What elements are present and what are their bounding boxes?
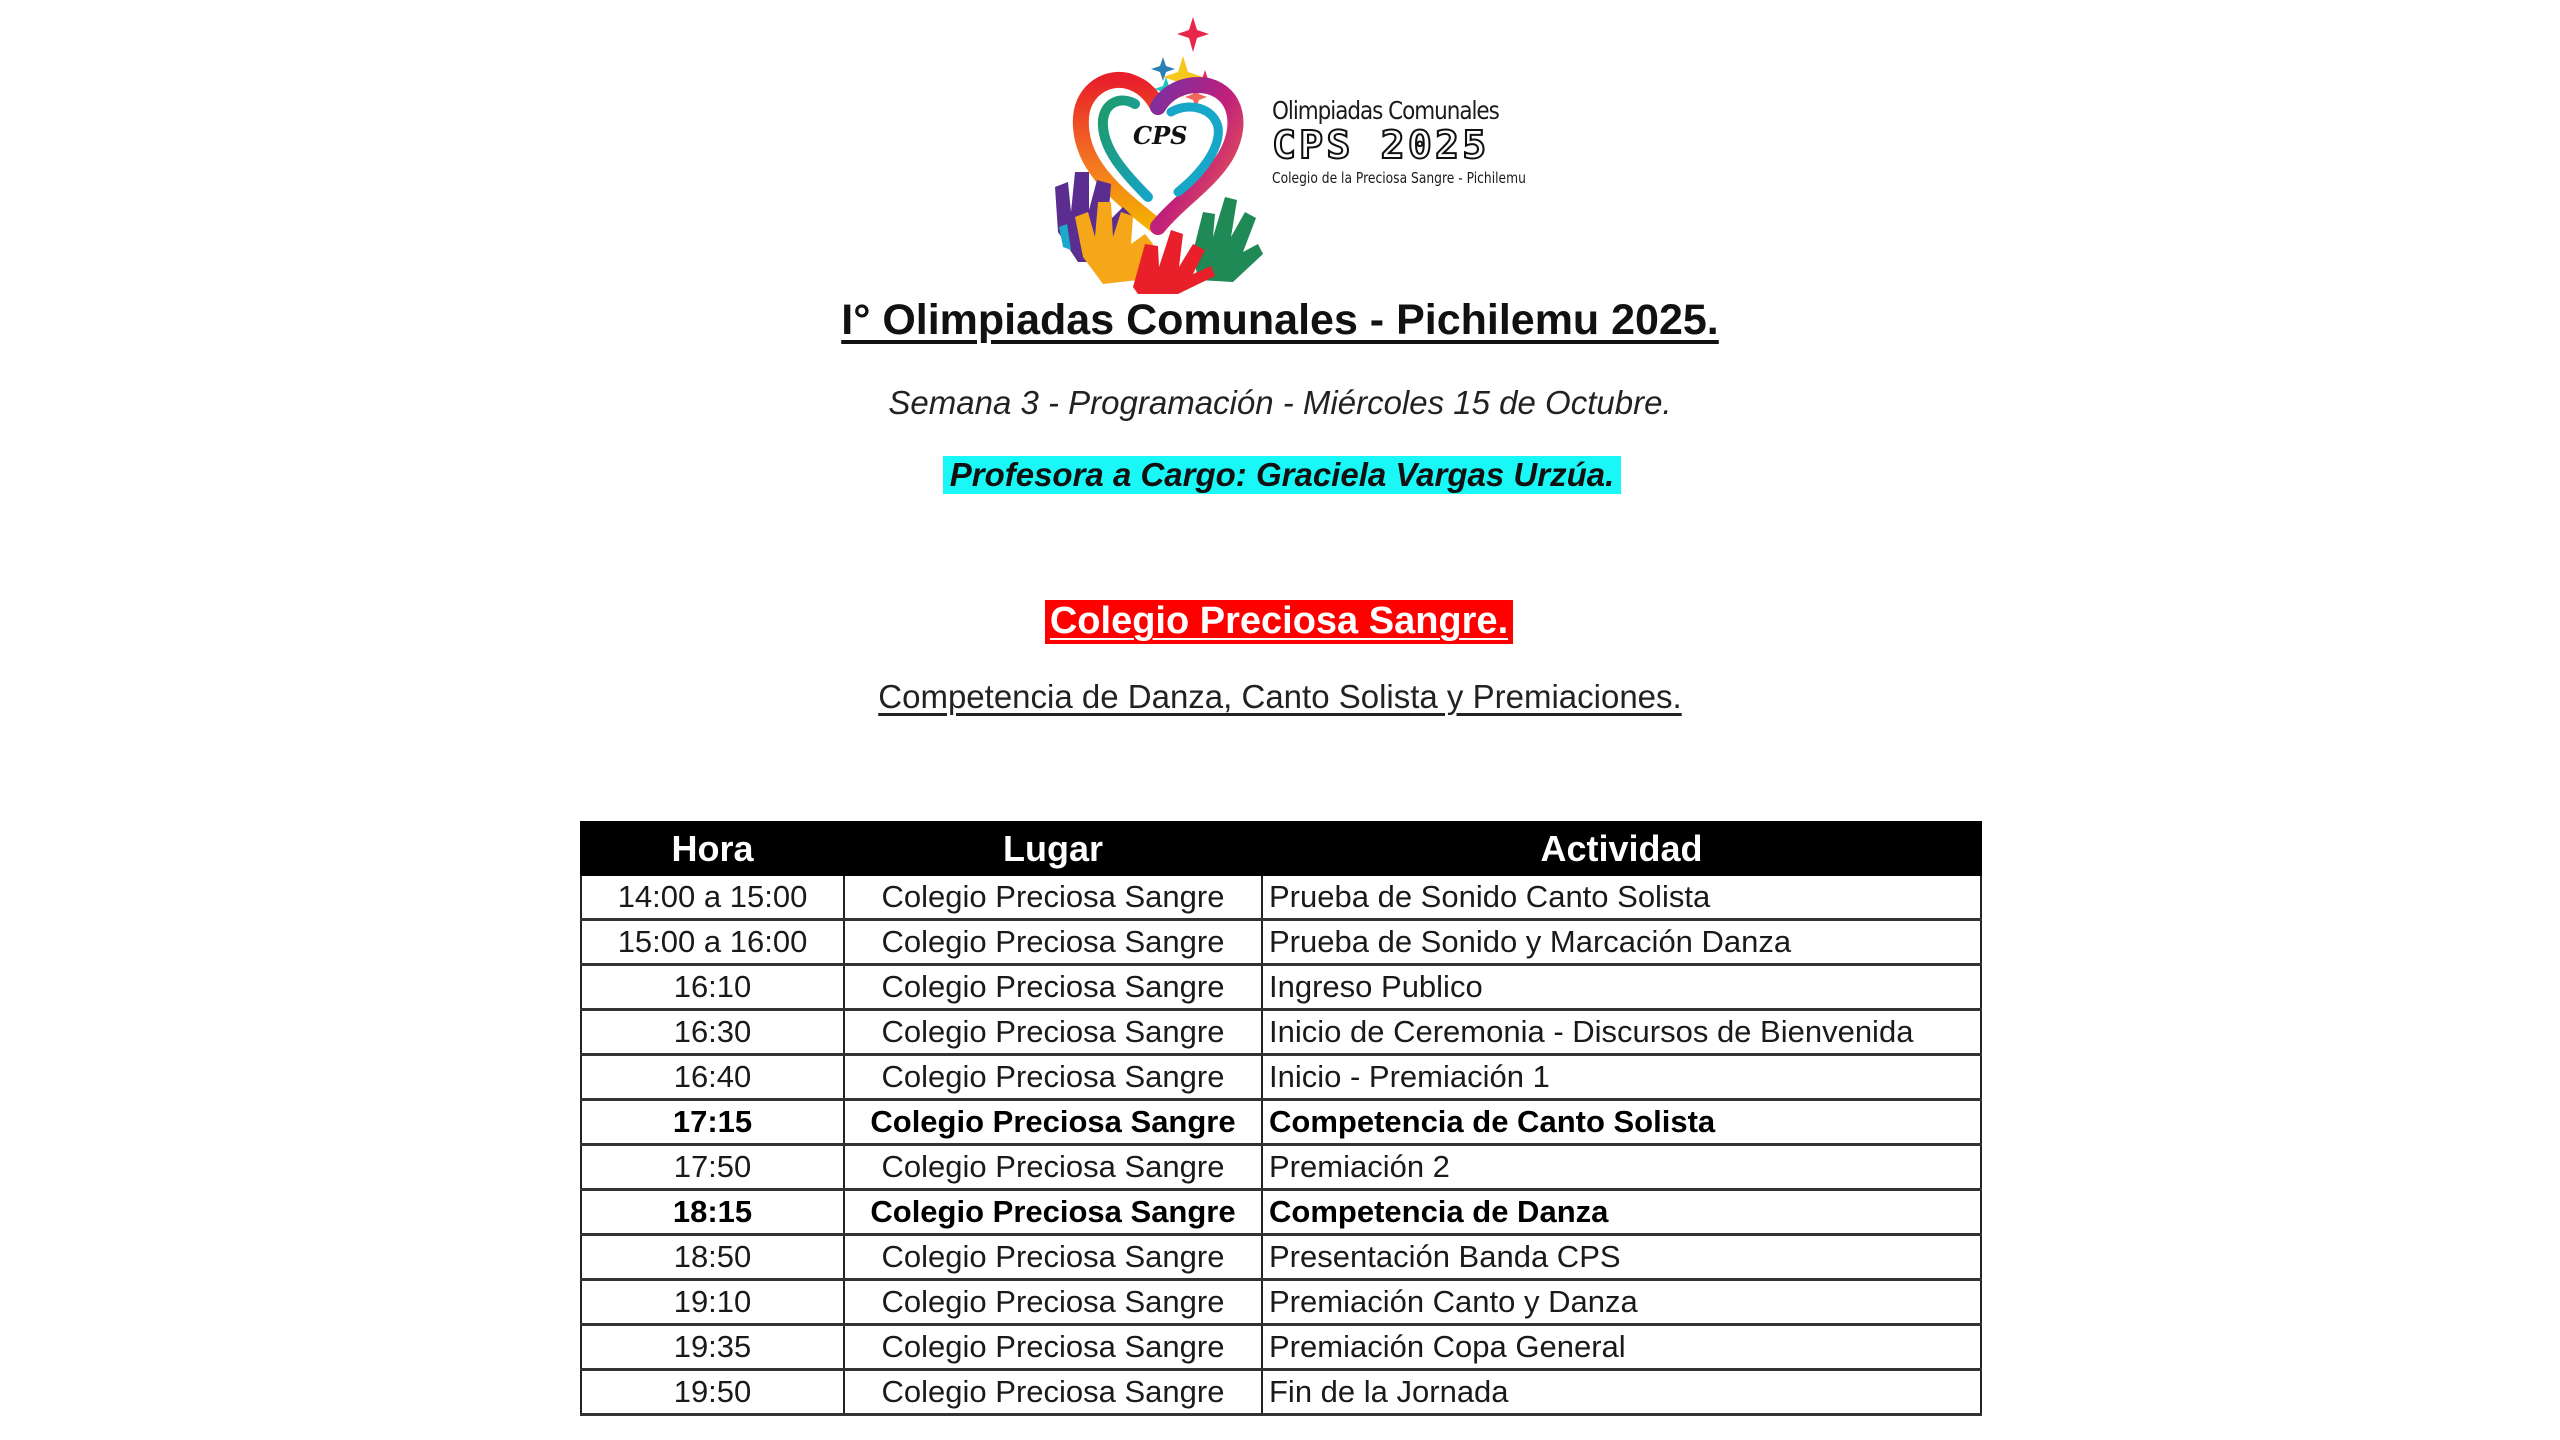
table-row-highlighted — [581, 1100, 1981, 1145]
schedule-table — [580, 821, 1982, 1416]
cell-actividad: Prueba de Sonido Canto Solista — [1262, 875, 1981, 920]
table-row — [581, 875, 1981, 920]
table-row — [581, 965, 1981, 1010]
table-row — [581, 1055, 1981, 1100]
cell-lugar: Colegio Preciosa Sangre — [844, 1280, 1262, 1325]
cell-hora: 19:35 — [581, 1325, 844, 1370]
table-row — [581, 1280, 1981, 1325]
cell-lugar: Colegio Preciosa Sangre — [844, 1235, 1262, 1280]
table-row-highlighted — [581, 1190, 1981, 1235]
cell-lugar: Colegio Preciosa Sangre — [844, 1370, 1262, 1415]
teacher-in-charge: Profesora a Cargo: Graciela Vargas Urzúa. — [949, 456, 1615, 493]
cell-actividad: Premiación Copa General — [1262, 1325, 1981, 1370]
cell-lugar: Colegio Preciosa Sangre — [844, 920, 1262, 965]
table-row — [581, 1370, 1981, 1415]
week-line-container — [0, 384, 2560, 422]
cell-hora: 16:40 — [581, 1055, 844, 1100]
cell-hora: 16:10 — [581, 965, 844, 1010]
column-header-actividad: Actividad — [1262, 822, 1981, 875]
cell-actividad: Competencia de Danza — [1262, 1190, 1981, 1235]
cell-actividad: Fin de la Jornada — [1262, 1370, 1981, 1415]
cell-lugar: Colegio Preciosa Sangre — [844, 1145, 1262, 1190]
cell-lugar: Colegio Preciosa Sangre — [844, 1100, 1262, 1145]
events-description: Competencia de Danza, Canto Solista y Premiaciones. — [878, 678, 1682, 715]
cell-hora: 15:00 a 16:00 — [581, 920, 844, 965]
column-header-lugar: Lugar — [844, 822, 1262, 875]
cell-hora: 19:50 — [581, 1370, 844, 1415]
cell-actividad: Premiación 2 — [1262, 1145, 1981, 1190]
cell-actividad: Prueba de Sonido y Marcación Danza — [1262, 920, 1981, 965]
school-name: Colegio Preciosa Sangre. — [1049, 600, 1509, 642]
week-schedule-line: Semana 3 - Programación - Miércoles 15 de Octubre. — [888, 384, 1672, 421]
cell-lugar: Colegio Preciosa Sangre — [844, 1010, 1262, 1055]
cell-lugar: Colegio Preciosa Sangre — [844, 1190, 1262, 1235]
cell-hora: 14:00 a 15:00 — [581, 875, 844, 920]
heart-hands-logo-icon — [1053, 12, 1268, 294]
cell-hora: 18:50 — [581, 1235, 844, 1280]
cell-hora: 18:15 — [581, 1190, 844, 1235]
logo-cps-2025: CPS 2025 — [1272, 123, 1490, 167]
table-header-row — [581, 822, 1981, 875]
cell-hora: 16:30 — [581, 1010, 844, 1055]
logo-title: Olimpiadas Comunales — [1272, 96, 1499, 125]
column-header-hora: Hora — [581, 822, 844, 875]
page-title-container — [0, 296, 2560, 345]
logo-cps-text: CPS — [1133, 121, 1188, 150]
cell-lugar: Colegio Preciosa Sangre — [844, 875, 1262, 920]
table-row — [581, 920, 1981, 965]
table-row — [581, 1325, 1981, 1370]
cell-lugar: Colegio Preciosa Sangre — [844, 1325, 1262, 1370]
table-row — [581, 1010, 1981, 1055]
cell-actividad: Ingreso Publico — [1262, 965, 1981, 1010]
cell-actividad: Inicio - Premiación 1 — [1262, 1055, 1981, 1100]
cell-lugar: Colegio Preciosa Sangre — [844, 965, 1262, 1010]
cell-actividad: Inicio de Ceremonia - Discursos de Bienvenida — [1262, 1010, 1981, 1055]
cell-hora: 17:50 — [581, 1145, 844, 1190]
logo-school-name: Colegio de la Preciosa Sangre - Pichilemu — [1272, 169, 1526, 187]
logo-emblem — [1053, 12, 1268, 294]
school-highlight — [1045, 600, 1513, 644]
cell-lugar: Colegio Preciosa Sangre — [844, 1055, 1262, 1100]
cell-actividad: Competencia de Canto Solista — [1262, 1100, 1981, 1145]
teacher-highlight — [943, 456, 1621, 494]
page-title: I° Olimpiadas Comunales - Pichilemu 2025. — [841, 296, 1719, 344]
table-row — [581, 1235, 1981, 1280]
table-row — [581, 1145, 1981, 1190]
cell-actividad: Presentación Banda CPS — [1262, 1235, 1981, 1280]
cell-hora: 17:15 — [581, 1100, 844, 1145]
logo-wordmark — [1272, 96, 1526, 190]
events-line-container — [0, 678, 2560, 716]
cell-hora: 19:10 — [581, 1280, 844, 1325]
cell-actividad: Premiación Canto y Danza — [1262, 1280, 1981, 1325]
